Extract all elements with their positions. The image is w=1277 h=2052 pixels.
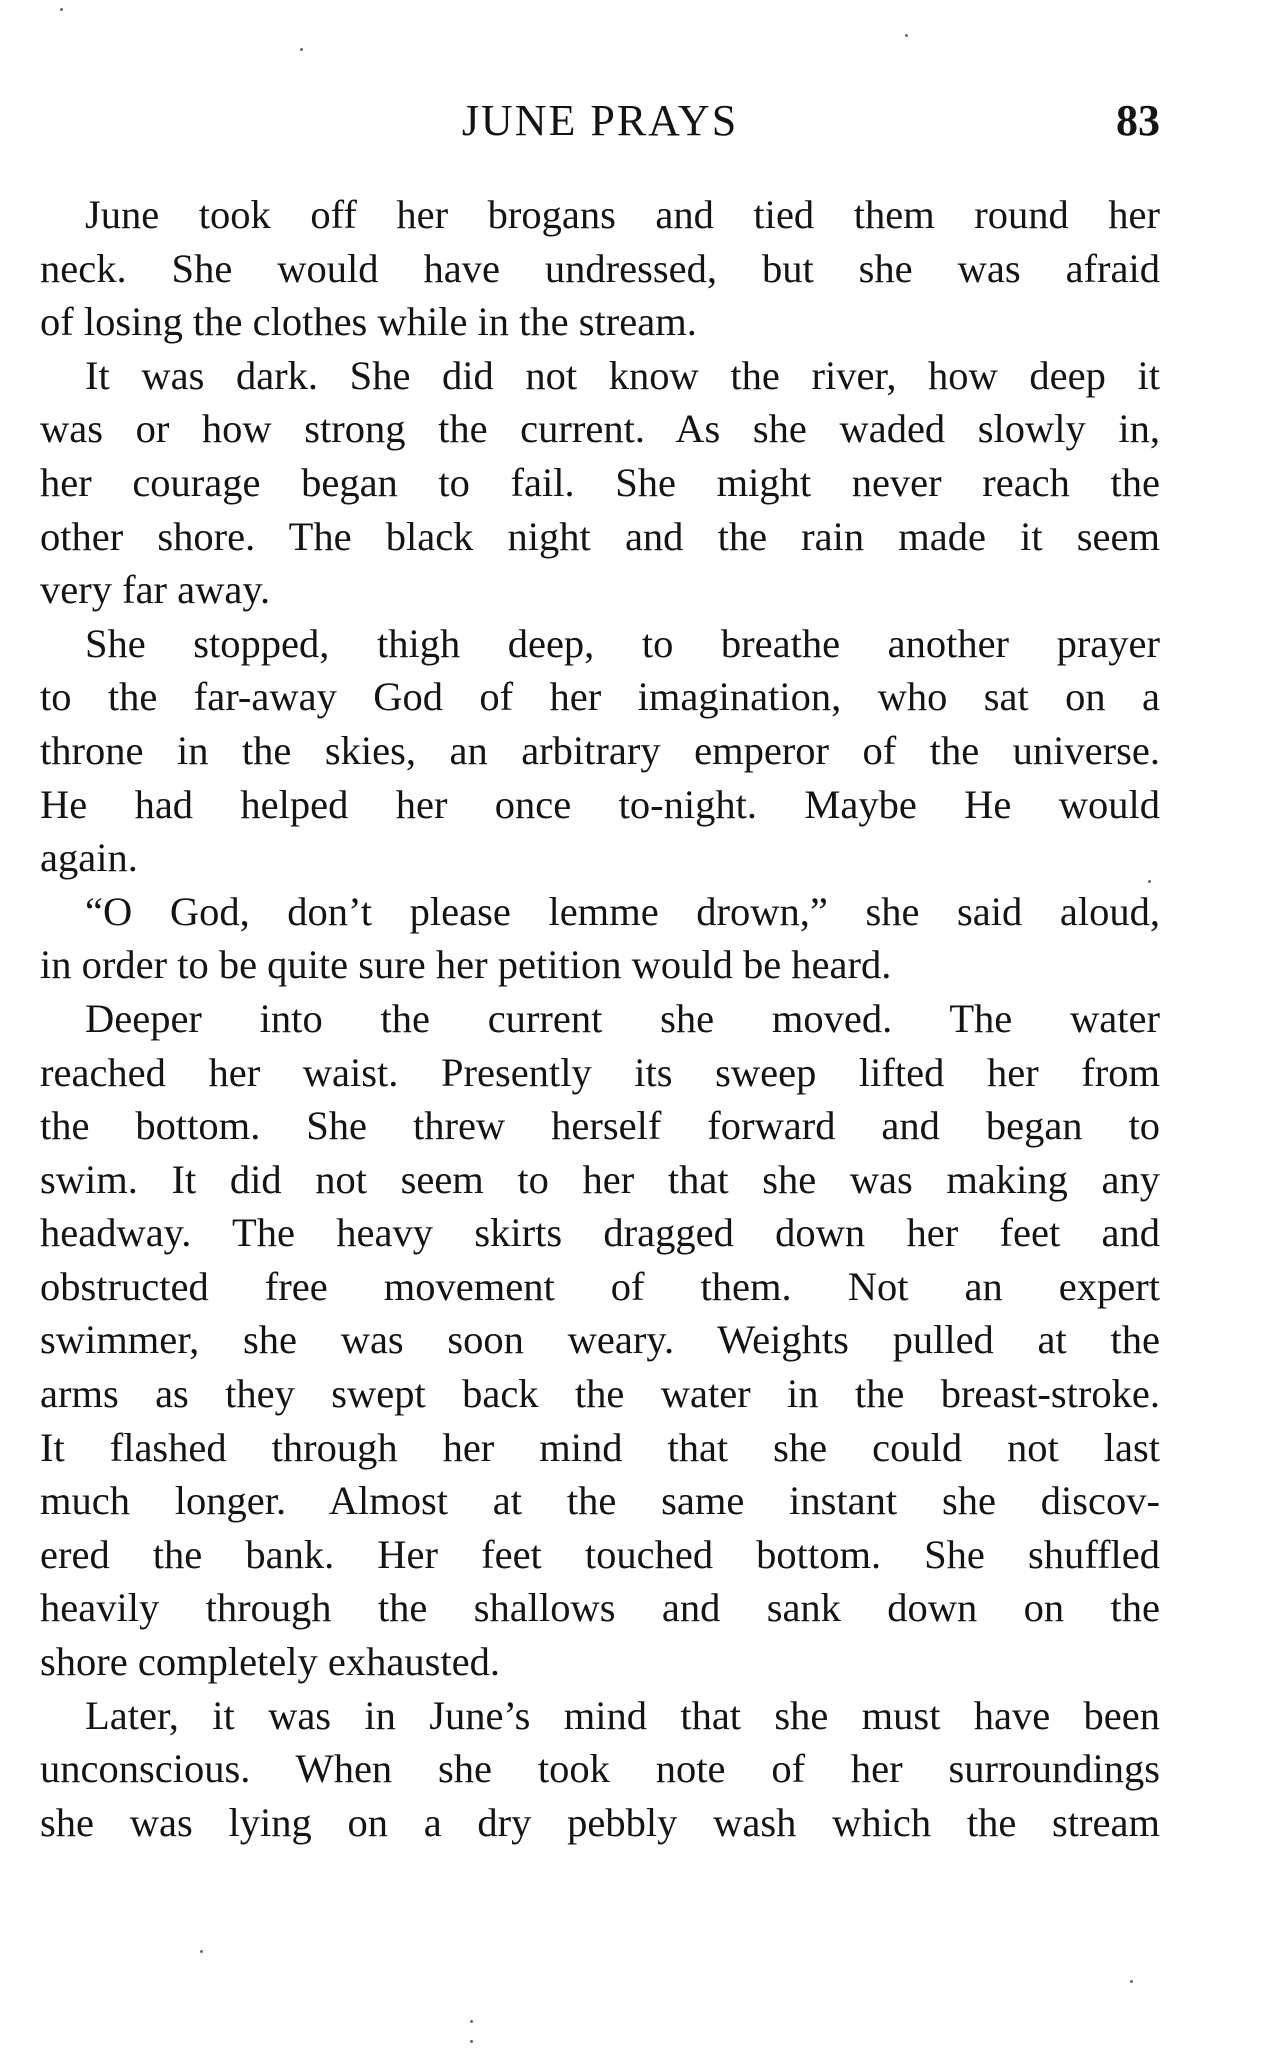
paragraph xyxy=(40,617,1160,885)
text-line: throne in the skies, an arbitrary emperor of the universe. xyxy=(40,727,1160,773)
scan-speck xyxy=(200,1950,203,1953)
text-line: she was lying on a dry pebbly wash which the stream xyxy=(40,1799,1160,1845)
page-header xyxy=(40,95,1160,155)
text-line: to the far-away God of her imagination, who sat on a xyxy=(40,674,1160,720)
text-line: heavily through the shallows and sank down on the xyxy=(40,1585,1160,1631)
text-line: again. xyxy=(40,835,138,881)
text-line: the bottom. She threw herself forward and began to xyxy=(40,1103,1160,1149)
running-head: JUNE PRAYS xyxy=(461,96,739,145)
paragraph xyxy=(40,992,1160,1689)
text-line: unconscious. When she took note of her surroundings xyxy=(40,1746,1160,1792)
text-line: swimmer, she was soon weary. Weights pulled at the xyxy=(40,1317,1160,1363)
text-line: obstructed free movement of them. Not an expert xyxy=(40,1263,1160,1309)
paragraph xyxy=(40,349,1160,617)
text-line: headway. The heavy skirts dragged down her feet and xyxy=(40,1210,1160,1256)
text-line: June took off her brogans and tied them round her xyxy=(85,192,1160,237)
text-line: neck. She would have undressed, but she was afraid xyxy=(40,245,1160,291)
text-line: It was dark. She did not know the river, how deep it xyxy=(85,352,1160,398)
text-line: other shore. The black night and the rain made it seem xyxy=(40,513,1160,559)
text-line: was or how strong the current. As she waded slowly in, xyxy=(40,406,1160,452)
scan-speck xyxy=(1130,1980,1133,1983)
paragraph xyxy=(40,885,1160,992)
paragraph xyxy=(40,188,1160,349)
text-line: “O God, don’t please lemme drown,” she said aloud, xyxy=(85,888,1160,934)
scan-speck xyxy=(470,2020,473,2023)
page-number: 83 xyxy=(1116,96,1160,145)
text-line: swim. It did not seem to her that she was making any xyxy=(40,1156,1160,1202)
text-line: She stopped, thigh deep, to breathe another prayer xyxy=(85,620,1160,666)
body-text xyxy=(40,188,1160,1849)
text-line: Deeper into the current she moved. The water xyxy=(85,995,1160,1041)
text-line: ered the bank. Her feet touched bottom. She shuffled xyxy=(40,1531,1160,1577)
text-line: much longer. Almost at the same instant she discov- xyxy=(40,1478,1160,1524)
text-line: It flashed through her mind that she could not last xyxy=(40,1424,1160,1470)
scan-speck xyxy=(300,48,303,51)
text-line: Later, it was in June’s mind that she must have been xyxy=(85,1692,1160,1738)
text-line: very far away. xyxy=(40,567,271,613)
scan-speck xyxy=(905,34,908,37)
text-line: reached her waist. Presently its sweep lifted her from xyxy=(40,1049,1160,1095)
text-line: shore completely exhausted. xyxy=(40,1639,500,1685)
text-line: of losing the clothes while in the stream. xyxy=(40,299,697,345)
scan-speck xyxy=(1148,880,1151,883)
text-line: in order to be quite sure her petition would be heard. xyxy=(40,942,892,988)
text-line: her courage began to fail. She might never reach the xyxy=(40,459,1160,505)
text-line: arms as they swept back the water in the breast-stroke. xyxy=(40,1371,1160,1417)
scan-speck xyxy=(60,8,63,11)
scan-speck xyxy=(470,2040,473,2043)
paragraph xyxy=(40,1689,1160,1850)
text-line: He had helped her once to-night. Maybe He would xyxy=(40,781,1160,827)
